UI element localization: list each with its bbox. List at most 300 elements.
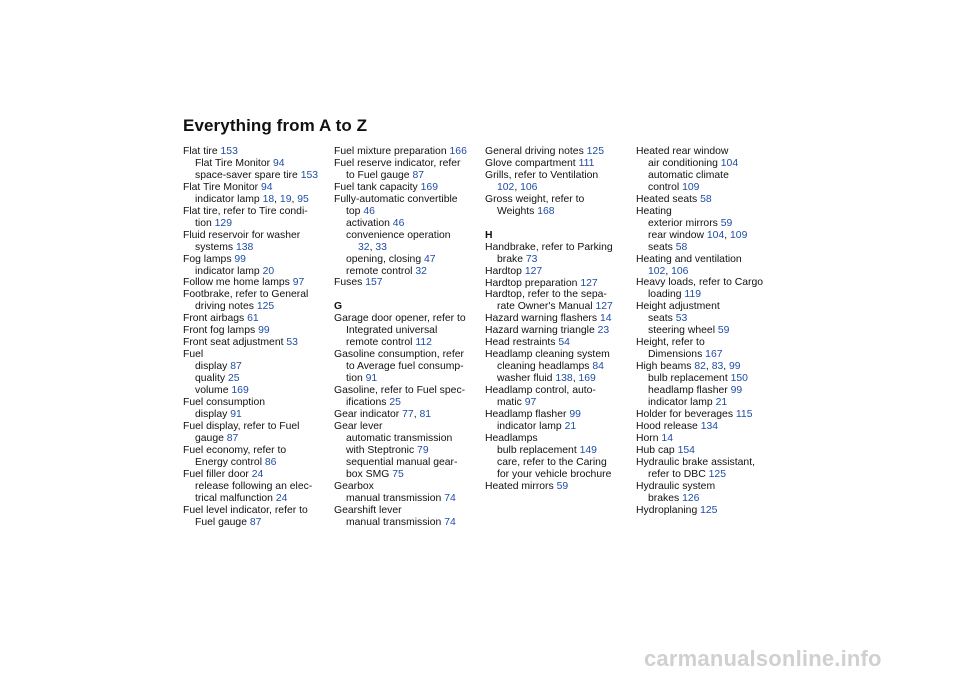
index-entry [334, 493, 484, 505]
index-entry [485, 421, 635, 433]
entry-text: activation [346, 217, 393, 229]
index-entry [636, 277, 786, 289]
index-entry [334, 361, 484, 373]
entry-text: air conditioning [648, 157, 721, 169]
entry-text: ifications [346, 397, 390, 409]
page-link[interactable]: 104 [720, 157, 739, 169]
index-entry [183, 493, 333, 505]
entry-text: convenience operation [346, 229, 451, 241]
page-link[interactable]: 125 [256, 301, 275, 313]
index-entry [183, 385, 333, 397]
entry-text: tion [195, 217, 215, 229]
index-entry [183, 337, 333, 349]
page-link[interactable]: 168 [537, 205, 555, 217]
entry-text: Hydraulic brake assistant, [636, 456, 755, 468]
index-entry [485, 158, 635, 170]
entry-text: Heavy loads, refer to Cargo [636, 277, 764, 289]
entry-text: seats [648, 241, 676, 253]
entry-text: Fuel [183, 349, 204, 361]
index-entry [183, 373, 333, 385]
entry-text: bulb replacement [648, 373, 731, 385]
index-entry [334, 325, 484, 337]
page-link[interactable]: 94 [260, 181, 273, 193]
page-link[interactable]: 95 [297, 193, 309, 205]
page-link[interactable]: 153 [300, 169, 319, 181]
page-link[interactable]: 75 [392, 468, 404, 480]
page-link[interactable]: 129 [214, 217, 232, 229]
entry-text: Height adjustment [636, 301, 720, 313]
entry-text: Fuel economy, refer to [183, 444, 287, 456]
entry-text: indicator lamp [497, 420, 565, 432]
entry-text: Follow me home lamps [183, 277, 293, 289]
entry-text: loading [648, 289, 685, 301]
page-link[interactable]: 99 [569, 409, 581, 421]
page-link[interactable]: 115 [735, 408, 753, 420]
entry-text: Gear indicator [334, 409, 403, 421]
page-link[interactable]: 82 [694, 361, 706, 373]
index-entry [485, 313, 635, 325]
index-column-1 [183, 146, 333, 529]
page-link[interactable]: 106 [671, 265, 689, 277]
entry-text: Heating [636, 205, 672, 217]
page-link[interactable]: 125 [708, 468, 726, 480]
entry-text: release following an elec- [195, 480, 313, 492]
index-entry [636, 433, 786, 445]
entry-text: Fuses [334, 277, 366, 289]
index-entry [334, 194, 484, 206]
page-link[interactable]: 134 [700, 420, 719, 432]
page-link[interactable]: 86 [264, 456, 277, 468]
index-column-2 [334, 146, 484, 529]
index-entry: 102, 106 [497, 181, 538, 193]
index-entry [183, 421, 333, 433]
page-title: Everything from A to Z [183, 116, 368, 135]
index-entry [183, 146, 333, 158]
page-link[interactable]: 102 [497, 181, 515, 193]
index-entry [334, 433, 484, 445]
entry-text: Fully-automatic convertible [334, 193, 458, 205]
page-link[interactable]: 21 [564, 420, 577, 432]
page-link[interactable]: 119 [684, 289, 701, 301]
page-link[interactable]: 157 [365, 277, 383, 289]
entry-text: Hydraulic system [636, 480, 716, 492]
index-entry [485, 242, 635, 254]
index-entry [183, 325, 333, 337]
page-link[interactable]: 109 [682, 181, 700, 193]
page-link[interactable]: 97 [292, 277, 305, 289]
index-entry [183, 277, 333, 289]
index-entry: 32, 33 [358, 241, 387, 253]
entry-text: driving notes [195, 301, 257, 313]
page-link[interactable]: 138 [236, 241, 254, 253]
index-entry [636, 254, 786, 266]
entry-text: Dimensions [648, 349, 706, 361]
entry-text: Hardtop, refer to the sepa- [485, 289, 607, 301]
page-link[interactable]: 125 [586, 146, 604, 157]
entry-text: with Steptronic [346, 444, 418, 456]
page-link[interactable]: 99 [258, 325, 270, 337]
index-entry [334, 230, 484, 242]
page-link[interactable]: 154 [677, 444, 695, 456]
index-entry [636, 397, 786, 409]
index-entry [485, 349, 635, 361]
page-link[interactable]: 99 [729, 361, 741, 373]
entry-text: Fog lamps [183, 253, 235, 265]
entry-text: box SMG [346, 468, 393, 480]
index-entry [334, 517, 484, 529]
entry-text: Hazard warning flashers [485, 313, 600, 325]
index-entry [636, 325, 786, 337]
index-entry [636, 182, 786, 194]
entry-text: Horn [636, 432, 662, 444]
page-link[interactable]: 24 [275, 492, 288, 504]
index-entry [636, 505, 786, 517]
index-entry [485, 397, 635, 409]
page-link[interactable]: 127 [580, 277, 598, 289]
index-entry [183, 206, 333, 218]
index-entry: washer fluid 138, 169 [497, 373, 596, 385]
index-entry [485, 337, 635, 349]
index-entry [183, 158, 333, 170]
entry-text: to Average fuel consump- [346, 361, 464, 373]
index-column-3 [485, 146, 635, 493]
page-link[interactable]: 166 [449, 146, 467, 157]
page-link[interactable]: 46 [392, 217, 405, 229]
page-link[interactable]: 169 [231, 385, 249, 397]
index-entry: rear window 104, 109 [648, 229, 748, 241]
page-link[interactable]: 20 [262, 265, 275, 277]
entry-text: for your vehicle brochure [497, 468, 612, 480]
page-link[interactable]: 46 [363, 205, 375, 217]
entry-text: headlamp flasher [648, 385, 731, 397]
page-link[interactable]: 47 [424, 253, 436, 265]
page-link[interactable]: 24 [251, 468, 264, 480]
index-entry [334, 457, 484, 469]
index-entry [334, 170, 484, 182]
entry-text: Height, refer to [636, 337, 705, 349]
page-link[interactable]: 169 [420, 181, 438, 193]
entry-text: manual transmission [346, 492, 445, 504]
page-link[interactable]: 32 [358, 241, 370, 253]
entry-text: brake [497, 253, 526, 265]
page-link[interactable]: 109 [730, 229, 748, 241]
entry-text: Front airbags [183, 313, 248, 325]
entry-text: Fuel display, refer to Fuel [183, 420, 300, 432]
index-entry: indicator lamp 18, 19, 95 [195, 193, 309, 205]
entry-text: top [346, 205, 364, 217]
entry-text: Garage door opener, refer to [334, 313, 466, 325]
page-link[interactable]: 81 [419, 409, 432, 421]
entry-text: Fuel gauge [195, 516, 250, 528]
page-link[interactable]: 150 [730, 373, 748, 385]
page-link[interactable]: 91 [230, 408, 242, 420]
page-link[interactable]: 77 [402, 409, 414, 421]
page-link[interactable]: 54 [558, 337, 570, 349]
entry-text: rear window [648, 229, 707, 241]
index-entry [636, 158, 786, 170]
entry-text: remote control [346, 265, 416, 277]
index-entry [183, 457, 333, 469]
index-entry [183, 218, 333, 230]
entry-text: Heated mirrors [485, 480, 557, 492]
entry-text: High beams [636, 361, 695, 373]
index-entry [636, 337, 786, 349]
page-link[interactable]: 111 [578, 157, 595, 169]
page-link[interactable]: 126 [682, 492, 700, 504]
index-entry [183, 505, 333, 517]
index-entry [636, 301, 786, 313]
page-link[interactable]: 21 [715, 397, 728, 409]
entry-text: seats [648, 313, 676, 325]
page-link[interactable]: 97 [524, 397, 537, 409]
index-entry [485, 206, 635, 218]
entry-text: Hydroplaning [636, 504, 701, 516]
entry-text: opening, closing [346, 253, 424, 265]
index-entry [183, 182, 333, 194]
entry-text: indicator lamp [648, 397, 716, 409]
page-link[interactable]: 23 [597, 325, 610, 337]
index-entry [485, 469, 635, 481]
entry-text: Fuel mixture preparation [334, 146, 450, 157]
index-entry [334, 337, 484, 349]
page-link[interactable]: 73 [525, 253, 538, 265]
page-link[interactable]: 74 [444, 492, 456, 504]
index-entry [334, 385, 484, 397]
entry-text: sequential manual gear- [346, 456, 458, 468]
entry-text: Fluid reservoir for washer [183, 229, 301, 241]
entry-text: Hood release [636, 420, 701, 432]
entry-text: display [195, 408, 231, 420]
index-entry [636, 421, 786, 433]
index-entry [183, 242, 333, 254]
index-entry [334, 182, 484, 194]
index-entry [183, 481, 333, 493]
index-entry: 102, 106 [648, 265, 689, 277]
index-entry [636, 409, 786, 421]
index-entry [636, 170, 786, 182]
page-link[interactable]: 18 [262, 193, 275, 205]
page-link[interactable]: 91 [365, 373, 378, 385]
page-link[interactable]: 53 [286, 337, 298, 349]
index-entry [636, 313, 786, 325]
page-link[interactable]: 87 [412, 169, 424, 181]
index-entry [636, 457, 786, 469]
entry-text: control [648, 181, 683, 193]
entry-text: Fuel tank capacity [334, 181, 421, 193]
entry-text: Fuel level indicator, refer to [183, 504, 308, 516]
entry-text: Headlamp cleaning system [485, 349, 610, 361]
index-entry [334, 349, 484, 361]
page-link[interactable]: 127 [595, 301, 613, 313]
index-entry [334, 313, 484, 325]
entry-text: Headlamps [485, 432, 538, 444]
entry-text: exterior mirrors [648, 217, 721, 229]
entry-text: Hazard warning triangle [485, 325, 598, 337]
entry-text: Handbrake, refer to Parking [485, 241, 613, 253]
index-entry [334, 146, 484, 158]
index-entry [485, 325, 635, 337]
page-link[interactable]: 127 [524, 265, 543, 277]
page-link[interactable]: 59 [720, 217, 733, 229]
index-entry [485, 266, 635, 278]
index-entry [636, 242, 786, 254]
entry-text: rate Owner's Manual [497, 301, 596, 313]
entry-text: Headlamp control, auto- [485, 385, 596, 397]
page-link[interactable]: 25 [227, 373, 240, 385]
entry-text: remote control [346, 337, 416, 349]
page-link[interactable]: 33 [375, 241, 387, 253]
page-link[interactable]: 138 [555, 373, 573, 385]
entry-text: Holder for beverages [636, 408, 736, 420]
index-entry [334, 505, 484, 517]
entry-text: automatic transmission [346, 432, 453, 444]
index-entry [334, 158, 484, 170]
index-entry: Gear indicator 77, 81 [334, 409, 432, 421]
page-link[interactable]: 74 [444, 516, 456, 528]
page-link[interactable]: 153 [220, 146, 238, 157]
index-entry [183, 445, 333, 457]
index-entry [183, 433, 333, 445]
index-entry [636, 218, 786, 230]
entry-text: Hub cap [636, 444, 678, 456]
page-link[interactable]: 83 [711, 361, 724, 373]
index-entry [636, 373, 786, 385]
section-gap [334, 289, 484, 301]
entry-text: Fuel filler door [183, 468, 252, 480]
entry-text: refer to DBC [648, 468, 709, 480]
index-entry [334, 254, 484, 266]
page-link[interactable]: 99 [730, 385, 743, 397]
page-link[interactable]: 87 [226, 432, 239, 444]
page-link[interactable]: 59 [717, 325, 730, 337]
entry-text: matic [497, 397, 525, 409]
watermark: carmanualsonline.info [644, 646, 882, 671]
page-link[interactable]: 167 [705, 349, 723, 361]
entry-text: Grills, refer to Ventilation [485, 169, 599, 181]
index-entry [334, 397, 484, 409]
entry-text: Gearshift lever [334, 504, 402, 516]
index-entry [183, 266, 333, 278]
entry-text: Front seat adjustment [183, 337, 287, 349]
page-link[interactable]: 125 [700, 504, 718, 516]
index-entry [636, 289, 786, 301]
page-link[interactable]: 14 [661, 432, 673, 444]
index-entry [183, 409, 333, 421]
section-letter [334, 301, 484, 313]
index-entry [485, 433, 635, 445]
index-entry [636, 385, 786, 397]
entry-text: to Fuel gauge [346, 169, 413, 181]
entry-text: volume [195, 385, 232, 397]
index-entry [485, 409, 635, 421]
page-link[interactable]: 112 [415, 337, 432, 349]
page-link[interactable]: 102 [648, 265, 666, 277]
index-entry [183, 230, 333, 242]
index-entry [334, 469, 484, 481]
page-link[interactable]: 19 [279, 193, 292, 205]
entry-text: Gasoline consumption, refer [334, 349, 464, 361]
entry-text: Glove compartment [485, 157, 579, 169]
entry-text: display [195, 361, 231, 373]
section-letter [485, 230, 635, 242]
index-column-4 [636, 146, 786, 517]
page-link[interactable]: 87 [230, 361, 242, 373]
index-entry [485, 194, 635, 206]
page-link[interactable]: 106 [520, 181, 538, 193]
entry-text: Gearbox [334, 480, 374, 492]
entry-text: Footbrake, refer to General [183, 289, 309, 301]
index-entry [636, 493, 786, 505]
index-entry [485, 445, 635, 457]
entry-text: Heated rear window [636, 146, 729, 157]
index-entry [636, 206, 786, 218]
entry-text: bulb replacement [497, 444, 580, 456]
entry-text: Gasoline, refer to Fuel spec- [334, 385, 466, 397]
page-link[interactable]: 14 [599, 313, 612, 325]
entry-text: washer fluid [497, 373, 556, 385]
index-entry [485, 481, 635, 493]
index-entry [183, 289, 333, 301]
page-link[interactable]: 32 [415, 265, 427, 277]
entry-text: steering wheel [648, 325, 718, 337]
index-entry [485, 361, 635, 373]
index-entry [485, 278, 635, 290]
page-link[interactable]: 104 [706, 229, 725, 241]
page-link[interactable]: 58 [700, 193, 712, 205]
entry-text: Flat tire [183, 146, 221, 157]
page-link[interactable]: 59 [556, 480, 569, 492]
entry-text: systems [195, 241, 236, 253]
entry-text: Integrated universal [346, 325, 438, 337]
entry-text: automatic climate [648, 169, 729, 181]
page-link[interactable]: 25 [389, 397, 401, 409]
index-entry [485, 170, 635, 182]
entry-text: Heating and ventilation [636, 253, 742, 265]
index-entry [485, 254, 635, 266]
entry-text: General driving notes [485, 146, 587, 157]
entry-text: Hardtop [485, 265, 525, 277]
index-entry [183, 170, 333, 182]
index-entry [334, 218, 484, 230]
index-entry [183, 517, 333, 529]
entry-text: cleaning headlamps [497, 361, 593, 373]
page-link[interactable]: 149 [579, 444, 597, 456]
entry-text: Front fog lamps [183, 325, 259, 337]
page-link[interactable]: 87 [249, 516, 262, 528]
page-link[interactable]: 84 [592, 361, 604, 373]
entry-text: manual transmission [346, 516, 445, 528]
index-entry [485, 289, 635, 301]
page-link[interactable]: 99 [234, 253, 246, 265]
index-entry [636, 349, 786, 361]
index-entry [636, 194, 786, 206]
index-entry [183, 349, 333, 361]
entry-text: Gear lever [334, 420, 383, 432]
page-link[interactable]: 94 [272, 157, 285, 169]
page-link[interactable]: 61 [247, 313, 259, 325]
page-link[interactable]: 169 [578, 373, 596, 385]
index-entry: High beams 82, 83, 99 [636, 361, 741, 373]
entry-text: Energy control [195, 456, 265, 468]
page-link[interactable]: 53 [675, 313, 688, 325]
entry-text: trical malfunction [195, 492, 276, 504]
page-link[interactable]: 58 [675, 241, 688, 253]
entry-text: quality [195, 373, 228, 385]
page-link[interactable]: 79 [417, 444, 429, 456]
index-entry [485, 146, 635, 158]
entry-text: indicator lamp [195, 193, 263, 205]
entry-text: Flat Tire Monitor [195, 157, 273, 169]
